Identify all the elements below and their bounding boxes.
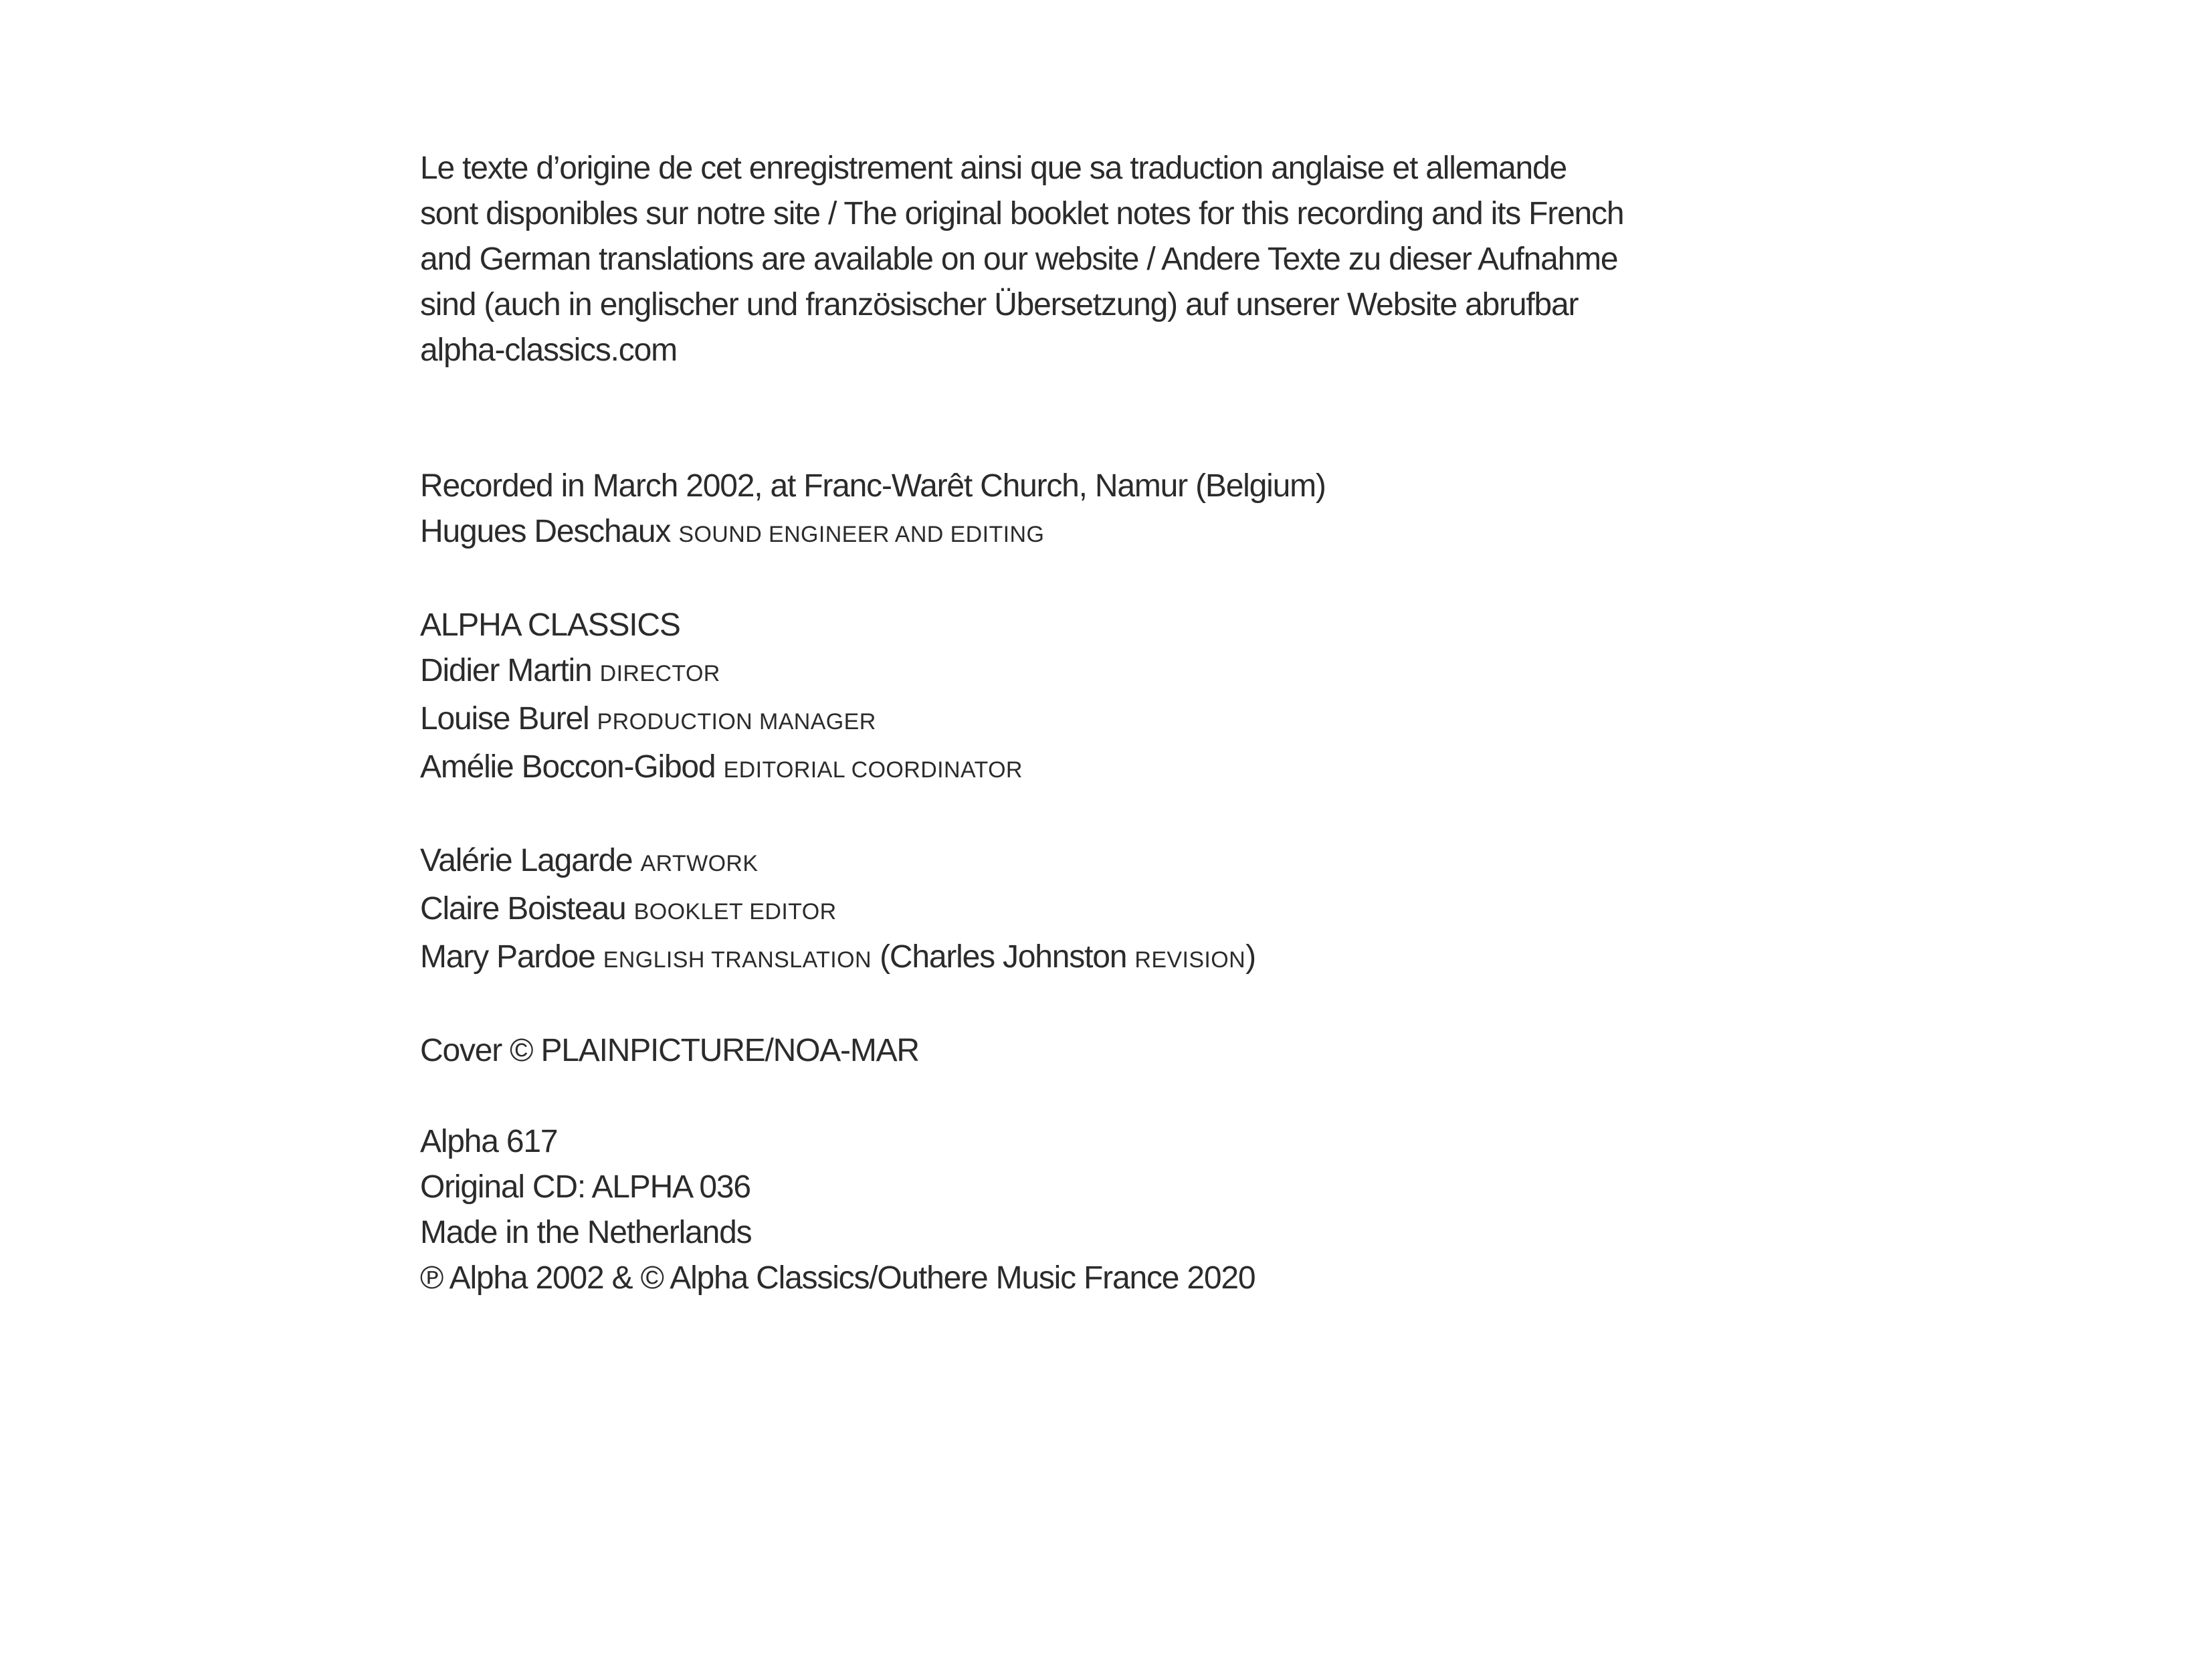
recording-location: Recorded in March 2002, at Franc-Warêt Church, Namur (Belgium)	[420, 468, 1326, 504]
copyright-line: ℗ Alpha 2002 & © Alpha Classics/Outhere Music France 2020	[420, 1260, 1255, 1296]
translator-name: Mary Pardoe	[420, 939, 595, 975]
booklet-credits-page	[420, 146, 1825, 1301]
cover-credit: Cover © PLAINPICTURE/NOA-MAR	[420, 1033, 919, 1068]
catalog-number: Alpha 617	[420, 1124, 558, 1159]
staff-credit	[420, 696, 1825, 745]
reviser-name: (Charles Johnston	[880, 939, 1127, 975]
staff-name: Didier Martin	[420, 653, 592, 688]
original-cd: Original CD: ALPHA 036	[420, 1169, 750, 1205]
staff-name: Louise Burel	[420, 701, 589, 737]
reviser-role: REVISION	[1134, 947, 1246, 973]
staff-role: PRODUCTION MANAGER	[597, 709, 876, 735]
editor-role: BOOKLET EDITOR	[633, 899, 837, 924]
booklet-credits	[420, 838, 1825, 983]
editor-name: Claire Boisteau	[420, 891, 626, 926]
intro-notice	[420, 146, 1825, 373]
translation-credit	[420, 935, 1825, 983]
recording-info	[420, 464, 1825, 557]
intro-line: and German translations are available on our website / Andere Texte zu dieser Aufnahme	[420, 241, 1618, 277]
made-in: Made in the Netherlands	[420, 1215, 752, 1250]
reviser-close: )	[1245, 939, 1255, 975]
translator-role: ENGLISH TRANSLATION	[603, 947, 872, 973]
artwork-credit	[420, 838, 1825, 886]
staff-role: EDITORIAL COORDINATOR	[723, 757, 1023, 783]
staff-name: Amélie Boccon-Gibod	[420, 749, 716, 785]
intro-line: sind (auch in englischer und französischer Übersetzung) auf unserer Website abrufbar	[420, 287, 1579, 322]
staff-credit	[420, 648, 1825, 696]
label-staff	[420, 603, 1825, 793]
intro-line: sont disponibles sur notre site / The original booklet notes for this recording and its French	[420, 196, 1624, 231]
intro-line: Le texte d’origine de cet enregistrement ainsi que sa traduction anglaise et allemande	[420, 151, 1567, 186]
staff-credit	[420, 745, 1825, 793]
staff-role: DIRECTOR	[599, 661, 720, 686]
artwork-name: Valérie Lagarde	[420, 843, 633, 878]
engineer-role: SOUND ENGINEER AND EDITING	[678, 522, 1045, 547]
label-name: ALPHA CLASSICS	[420, 607, 680, 643]
engineer-name: Hugues Deschaux	[420, 514, 671, 549]
engineer-credit	[420, 509, 1825, 557]
editor-credit	[420, 886, 1825, 935]
artwork-role: ARTWORK	[640, 851, 759, 876]
catalog-info	[420, 1119, 1825, 1301]
website-url: alpha-classics.com	[420, 332, 677, 368]
